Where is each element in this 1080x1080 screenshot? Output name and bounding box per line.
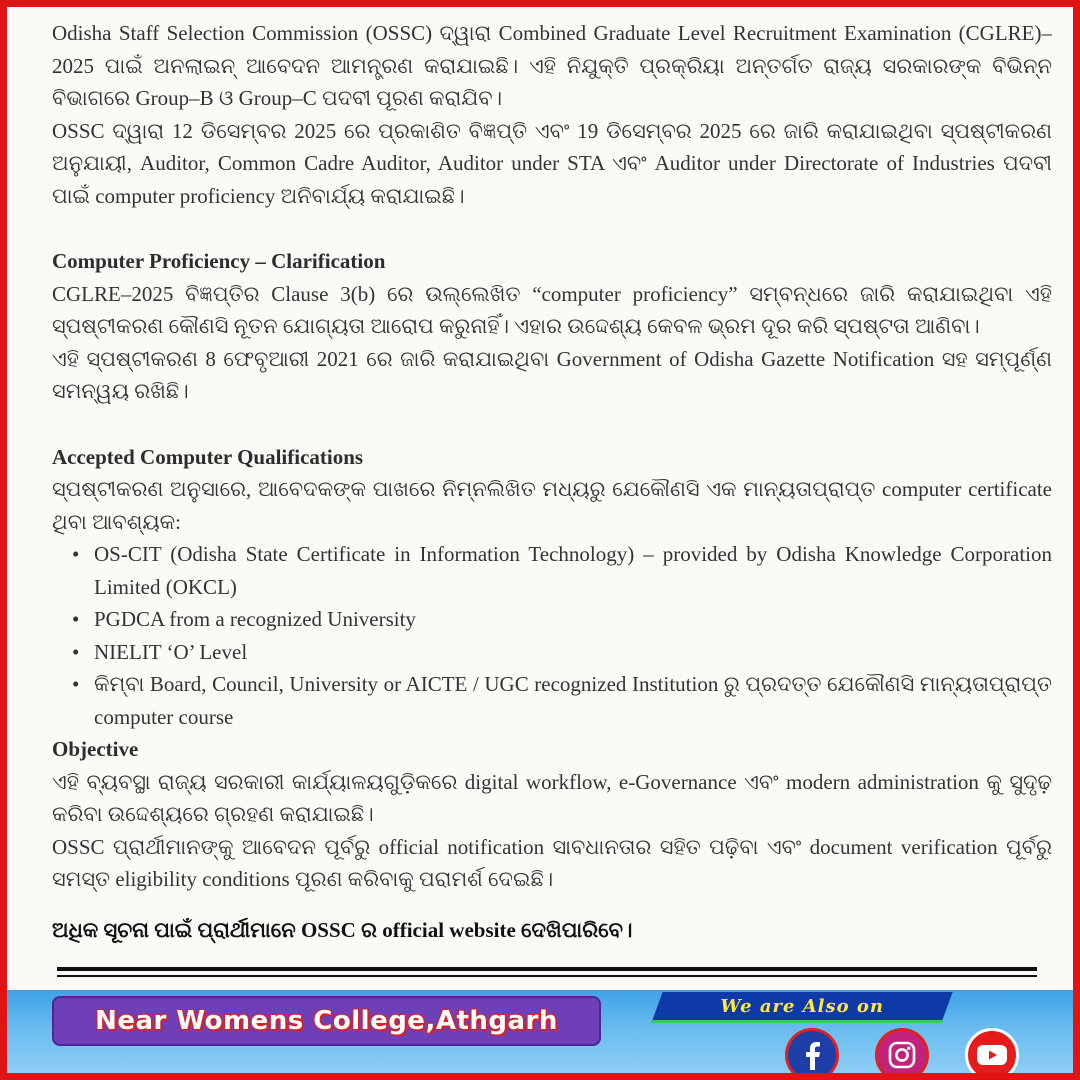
location-text: Near Womens College,Athgarh [95,1006,558,1036]
bullet: • [72,607,80,631]
clarification-paragraph-1: CGLRE–2025 ବିଜ୍ଞପ୍ତିର Clause 3(b) ରେ ଉଲ୍ଲେଖିତ “computer proficiency” ସମ୍ବନ୍ଧରେ ଜାରି କରାଯାଇଥିବା ଏହି ସ୍ପଷ୍ଟୀକରଣ କୌଣସି ନୂତନ ଯୋଗ୍ୟତା ଆରୋପ କରୁନାହିଁ। ଏହାର ଉଦ୍ଦେଶ୍ୟ କେବଳ ଭ୍ରମ ଦୂର କରି ସ୍ପଷ୍ଟତା ଆଣିବା। [52,281,1052,338]
list-item-text: NIELIT ‘O’ Level [94,639,248,664]
youtube-glyph [976,1043,1008,1067]
list-item [72,538,1052,603]
spacer [52,408,1052,441]
facebook-glyph [799,1040,825,1070]
qualifications-intro: ସ୍ପଷ୍ଟୀକରଣ ଅନୁସାରେ, ଆବେଦକଙ୍କ ପାଖରେ ନିମ୍ନଲିଖିତ ମଧ୍ୟରୁ ଯେକୌଣସି ଏକ ମାନ୍ୟତାପ୍ରାପ୍ତ computer certificate ଥିବା ଆବଶ୍ୟକ: [52,477,1052,534]
qualifications-heading: Accepted Computer Qualifications [52,444,364,469]
footer-band [7,990,1073,1080]
objective-paragraph-1: ଏହି ବ୍ୟବସ୍ଥା ରାଜ୍ୟ ସରକାରୀ କାର୍ଯ୍ୟାଳୟଗୁଡ଼ିକରେ digital workflow, e-Governance ଏବଂ modern administration କୁ ସୁଦୃଢ଼ କରିବା ଉଦ୍ଦେଶ୍ୟରେ ଗ୍ରହଣ କରାଯାଇଛି। [52,769,1052,826]
closing-note: ଅଧିକ ସୂଚନା ପାଇଁ ପ୍ରାର୍ଥୀମାନେ OSSC ର official website ଦେଖିପାରିବେ। [52,917,633,942]
divider-thick [57,967,1037,971]
location-banner [52,996,601,1046]
bullet: • [72,639,80,664]
instagram-icon[interactable] [875,1028,929,1080]
clarification-paragraph-2: ଏହି ସ୍ପଷ୍ଟୀକରଣ 8 ଫେବୃଆରୀ 2021 ରେ ଜାରି କରାଯାଇଥିବା Government of Odisha Gazette Notification ସହ ସମ୍ପୂର୍ଣ୍ଣ ସମନ୍ୱୟ ରଖିଛି। [52,346,1052,403]
objective-heading: Objective [52,737,139,761]
intro-paragraph-2: OSSC ଦ୍ୱାରା 12 ଡିସେମ୍ବର 2025 ରେ ପ୍ରକାଶିତ ବିଜ୍ଞପ୍ତି ଏବଂ 19 ଡିସେମ୍ବର 2025 ରେ ଜାରି କରାଯାଇଥିବା ସ୍ପଷ୍ଟୀକରଣ ଅନୁଯାୟୀ, Auditor, Common Cadre Auditor, Auditor under STA ଏବଂ Auditor under Directorate of Industries ପଦବୀ ପାଇଁ computer proficiency ଅନିବାର୍ଯ୍ୟ କରାଯାଇଛି। [52,118,1052,208]
objective-paragraph-2: OSSC ପ୍ରାର୍ଥୀମାନଙ୍କୁ ଆବେଦନ ପୂର୍ବରୁ official notification ସାବଧାନତାର ସହିତ ପଢ଼ିବା ଏବଂ document verification ପୂର୍ବରୁ ସମସ୍ତ eligibility conditions ପୂରଣ କରିବାକୁ ପରାମର୍ଶ ଦେଇଛି। [52,834,1052,891]
list-item [72,668,1052,733]
list-item-text: PGDCA from a recognized University [94,607,416,631]
also-on-text: We are Also on [720,995,885,1017]
qualifications-list [52,538,1052,733]
instagram-glyph [887,1040,917,1070]
bullet: • [72,542,80,566]
list-item-text: କିମ୍ବା Board, Council, University or AICTE / UGC recognized Institution ରୁ ପ୍ରଦତ୍ତ ଯେକୌଣସି ମାନ୍ୟତାପ୍ରାପ୍ତ computer course [94,672,1052,729]
also-on-banner [651,992,952,1023]
bullet: • [72,672,80,696]
facebook-icon[interactable] [785,1028,839,1080]
divider-thin [57,975,1037,977]
list-item [72,636,1052,669]
spacer [52,212,1052,245]
youtube-icon[interactable] [965,1028,1019,1080]
intro-paragraph-1: Odisha Staff Selection Commission (OSSC) ଦ୍ୱାରା Combined Graduate Level Recruitment Examination (CGLRE)–2025 ପାଇଁ ଅନଲାଇନ୍ ଆବେଦନ ଆମନ୍ତ୍ରଣ କରାଯାଇଛି। ଏହି ନିଯୁକ୍ତି ପ୍ରକ୍ରିୟା ଅନ୍ତର୍ଗତ ରାଜ୍ୟ ସରକାରଙ୍କ ବିଭିନ୍ନ ବିଭାଗରେ Group–B ଓ Group–C ପଦବୀ ପୂରଣ କରାଯିବ। [52,21,1052,110]
clarification-heading: Computer Proficiency – Clarification [52,249,386,273]
notice-body [52,17,1052,946]
list-item [72,603,1052,636]
list-item-text: OS-CIT (Odisha State Certificate in Information Technology) – provided by Odisha Knowledge Corporation Limited (OKCL) [94,542,1052,599]
